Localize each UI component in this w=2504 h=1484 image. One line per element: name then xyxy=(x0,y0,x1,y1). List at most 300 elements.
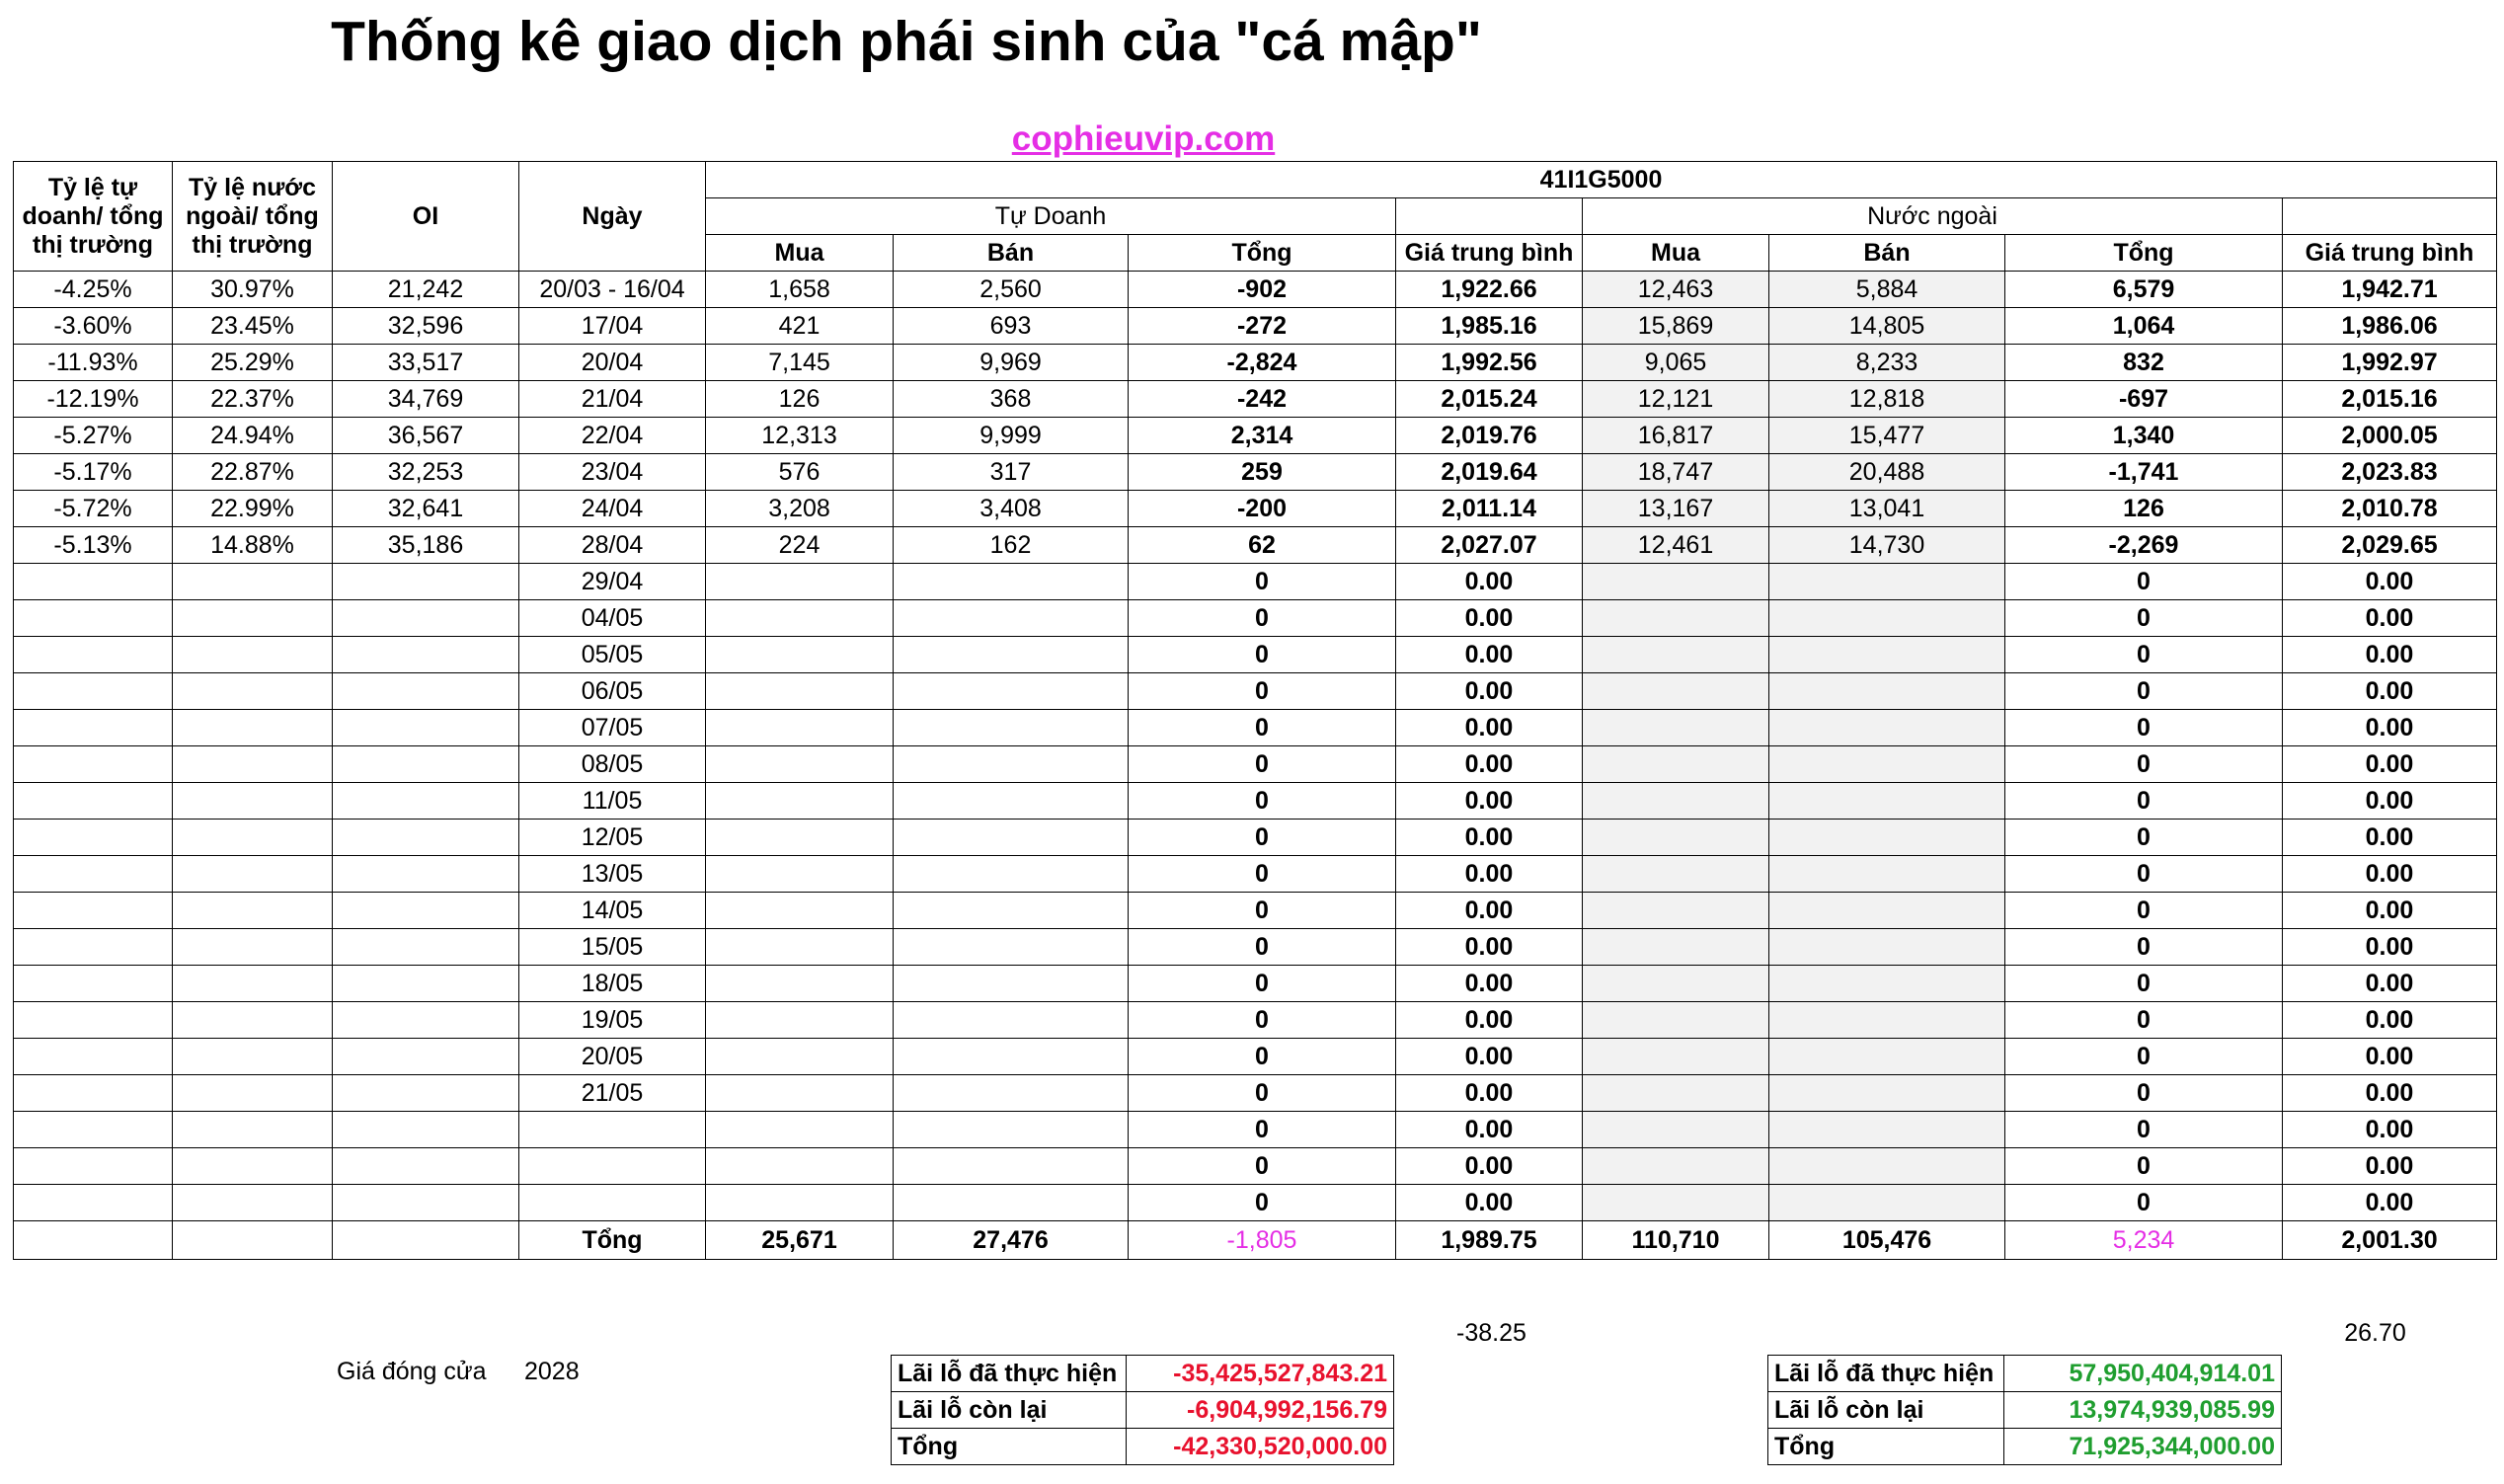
header-td-ratio: Tỷ lệ tự doanh/ tổng thị trường xyxy=(14,162,173,272)
pnl-td-total-label: Tổng xyxy=(892,1429,1127,1465)
cell-nn-ratio: 14.88% xyxy=(173,527,333,564)
cell-nn-avg: 0.00 xyxy=(2283,1002,2497,1039)
cell-td-sell xyxy=(894,600,1129,637)
cell-td-buy: 126 xyxy=(706,381,894,418)
cell-date: 12/05 xyxy=(519,820,706,856)
totals-nn-total: 5,234 xyxy=(2005,1221,2283,1260)
cell-td-ratio xyxy=(14,673,173,710)
cell-td-avg: 0.00 xyxy=(1396,1075,1583,1112)
cell-nn-total: 0 xyxy=(2005,893,2283,929)
cell-oi xyxy=(333,966,519,1002)
cell-td-ratio xyxy=(14,600,173,637)
cell-nn-buy: 12,121 xyxy=(1583,381,1769,418)
cell-nn-ratio xyxy=(173,1039,333,1075)
cell-date: 28/04 xyxy=(519,527,706,564)
cell-td-buy xyxy=(706,1112,894,1148)
cell-date: 23/04 xyxy=(519,454,706,491)
cell-oi xyxy=(333,820,519,856)
totals-label: Tổng xyxy=(519,1221,706,1260)
cell-oi xyxy=(333,1112,519,1148)
cell-nn-buy xyxy=(1583,1112,1769,1148)
cell-nn-avg: 0.00 xyxy=(2283,637,2497,673)
cell-oi xyxy=(333,1148,519,1185)
cell-date: 17/04 xyxy=(519,308,706,345)
cell-nn-avg: 0.00 xyxy=(2283,673,2497,710)
cell-td-ratio xyxy=(14,929,173,966)
cell-nn-buy xyxy=(1583,564,1769,600)
totals-td-total: -1,805 xyxy=(1129,1221,1396,1260)
cell-td-sell: 162 xyxy=(894,527,1129,564)
cell-date: 24/04 xyxy=(519,491,706,527)
cell-nn-ratio xyxy=(173,1185,333,1221)
cell-nn-sell xyxy=(1769,564,2005,600)
cell-nn-avg: 0.00 xyxy=(2283,1148,2497,1185)
table-row xyxy=(14,893,2497,929)
cell-nn-avg: 1,986.06 xyxy=(2283,308,2497,345)
cell-td-sell: 693 xyxy=(894,308,1129,345)
cell-nn-sell xyxy=(1769,929,2005,966)
totals-td-sell: 27,476 xyxy=(894,1221,1129,1260)
cell-nn-ratio: 22.99% xyxy=(173,491,333,527)
table-row xyxy=(14,454,2497,491)
cell-td-total: 0 xyxy=(1129,637,1396,673)
cell-nn-avg: 0.00 xyxy=(2283,856,2497,893)
cell-nn-avg: 0.00 xyxy=(2283,893,2497,929)
cell-td-ratio xyxy=(14,746,173,783)
header-nn-ratio: Tỷ lệ nước ngoài/ tổng thị trường xyxy=(173,162,333,272)
cell-td-total: 259 xyxy=(1129,454,1396,491)
table-row xyxy=(14,1002,2497,1039)
cell-td-total: 2,314 xyxy=(1129,418,1396,454)
cell-nn-avg: 2,000.05 xyxy=(2283,418,2497,454)
cell-date: 13/05 xyxy=(519,856,706,893)
cell-nn-total: 0 xyxy=(2005,1112,2283,1148)
table-row xyxy=(14,1185,2497,1221)
cell-td-buy xyxy=(706,1039,894,1075)
totals-nn-avg: 2,001.30 xyxy=(2283,1221,2497,1260)
table-row xyxy=(14,966,2497,1002)
cell-date: 11/05 xyxy=(519,783,706,820)
cell-nn-ratio xyxy=(173,929,333,966)
cell-nn-ratio: 24.94% xyxy=(173,418,333,454)
cell-td-sell: 3,408 xyxy=(894,491,1129,527)
cell-nn-buy xyxy=(1583,966,1769,1002)
cell-nn-total: 0 xyxy=(2005,856,2283,893)
cell-nn-total: 0 xyxy=(2005,966,2283,1002)
cell-td-ratio xyxy=(14,1002,173,1039)
cell-nn-buy: 12,463 xyxy=(1583,272,1769,308)
cell-td-total: -902 xyxy=(1129,272,1396,308)
cell-td-ratio xyxy=(14,637,173,673)
cell-td-buy xyxy=(706,1185,894,1221)
cell-td-buy xyxy=(706,564,894,600)
cell-td-avg: 1,992.56 xyxy=(1396,345,1583,381)
cell-nn-avg: 0.00 xyxy=(2283,1185,2497,1221)
cell-nn-total: 0 xyxy=(2005,820,2283,856)
cell-nn-avg: 0.00 xyxy=(2283,1075,2497,1112)
header-contract: 41I1G5000 xyxy=(706,162,2497,198)
totals-blank xyxy=(14,1221,173,1260)
totals-row xyxy=(14,1221,2497,1260)
cell-nn-buy: 12,461 xyxy=(1583,527,1769,564)
cell-date: 21/05 xyxy=(519,1075,706,1112)
cell-nn-sell xyxy=(1769,673,2005,710)
cell-oi xyxy=(333,600,519,637)
table-row xyxy=(14,1039,2497,1075)
cell-td-total: 0 xyxy=(1129,1185,1396,1221)
cell-td-buy xyxy=(706,1075,894,1112)
cell-date: 21/04 xyxy=(519,381,706,418)
header-td-avg: Giá trung bình xyxy=(1396,235,1583,272)
cell-td-sell xyxy=(894,1039,1129,1075)
cell-nn-sell: 13,041 xyxy=(1769,491,2005,527)
site-link[interactable]: cophieuvip.com xyxy=(1011,119,1276,158)
cell-oi xyxy=(333,1039,519,1075)
cell-nn-ratio xyxy=(173,710,333,746)
cell-td-ratio: -5.17% xyxy=(14,454,173,491)
cell-nn-total: -697 xyxy=(2005,381,2283,418)
totals-td-avg: 1,989.75 xyxy=(1396,1221,1583,1260)
cell-nn-sell xyxy=(1769,600,2005,637)
cell-td-buy: 1,658 xyxy=(706,272,894,308)
cell-oi: 32,641 xyxy=(333,491,519,527)
table-row xyxy=(14,673,2497,710)
totals-nn-buy: 110,710 xyxy=(1583,1221,1769,1260)
cell-td-buy: 421 xyxy=(706,308,894,345)
cell-nn-ratio xyxy=(173,1148,333,1185)
cell-td-buy xyxy=(706,929,894,966)
cell-nn-ratio xyxy=(173,893,333,929)
cell-nn-sell xyxy=(1769,1002,2005,1039)
cell-nn-ratio xyxy=(173,637,333,673)
cell-nn-total: 1,340 xyxy=(2005,418,2283,454)
cell-td-avg: 2,011.14 xyxy=(1396,491,1583,527)
cell-date: 18/05 xyxy=(519,966,706,1002)
cell-nn-avg: 0.00 xyxy=(2283,600,2497,637)
table-row xyxy=(14,600,2497,637)
cell-nn-avg: 0.00 xyxy=(2283,564,2497,600)
cell-nn-sell: 5,884 xyxy=(1769,272,2005,308)
table-row xyxy=(14,418,2497,454)
cell-td-total: -2,824 xyxy=(1129,345,1396,381)
cell-td-sell xyxy=(894,929,1129,966)
pnl-row xyxy=(1768,1392,2282,1429)
cell-td-sell xyxy=(894,1075,1129,1112)
table-row xyxy=(14,381,2497,418)
cell-nn-avg: 0.00 xyxy=(2283,966,2497,1002)
cell-td-avg: 0.00 xyxy=(1396,893,1583,929)
pnl-td-remaining-value: -6,904,992,156.79 xyxy=(1127,1392,1394,1429)
pnl-nn-realized-label: Lãi lỗ đã thực hiện xyxy=(1768,1356,2004,1392)
cell-oi: 21,242 xyxy=(333,272,519,308)
cell-nn-total: 0 xyxy=(2005,637,2283,673)
cell-td-ratio xyxy=(14,966,173,1002)
cell-date: 19/05 xyxy=(519,1002,706,1039)
cell-td-sell xyxy=(894,564,1129,600)
header-nn-total: Tổng xyxy=(2005,235,2283,272)
cell-nn-ratio: 22.87% xyxy=(173,454,333,491)
cell-td-buy xyxy=(706,637,894,673)
cell-oi: 36,567 xyxy=(333,418,519,454)
closing-price-value: 2028 xyxy=(524,1358,580,1385)
cell-td-avg: 0.00 xyxy=(1396,1185,1583,1221)
cell-td-avg: 0.00 xyxy=(1396,1002,1583,1039)
cell-oi xyxy=(333,637,519,673)
cell-td-total: 0 xyxy=(1129,820,1396,856)
cell-nn-ratio: 30.97% xyxy=(173,272,333,308)
cell-nn-total: 0 xyxy=(2005,1148,2283,1185)
header-date: Ngày xyxy=(519,162,706,272)
cell-td-avg: 2,027.07 xyxy=(1396,527,1583,564)
table-row xyxy=(14,856,2497,893)
cell-nn-buy: 13,167 xyxy=(1583,491,1769,527)
cell-nn-sell xyxy=(1769,966,2005,1002)
cell-td-sell xyxy=(894,710,1129,746)
cell-date xyxy=(519,1185,706,1221)
cell-td-avg: 0.00 xyxy=(1396,966,1583,1002)
totals-blank xyxy=(173,1221,333,1260)
table-row xyxy=(14,1075,2497,1112)
cell-nn-sell xyxy=(1769,1039,2005,1075)
cell-oi: 34,769 xyxy=(333,381,519,418)
cell-td-avg: 0.00 xyxy=(1396,746,1583,783)
cell-nn-ratio xyxy=(173,746,333,783)
cell-oi xyxy=(333,710,519,746)
cell-oi: 32,253 xyxy=(333,454,519,491)
cell-td-sell: 9,969 xyxy=(894,345,1129,381)
cell-td-buy xyxy=(706,1002,894,1039)
cell-td-total: -200 xyxy=(1129,491,1396,527)
header-td-sell: Bán xyxy=(894,235,1129,272)
cell-nn-avg: 1,942.71 xyxy=(2283,272,2497,308)
cell-nn-sell: 20,488 xyxy=(1769,454,2005,491)
cell-td-total: 0 xyxy=(1129,783,1396,820)
cell-td-buy xyxy=(706,673,894,710)
cell-nn-total: 0 xyxy=(2005,783,2283,820)
cell-date: 05/05 xyxy=(519,637,706,673)
derivatives-stats-table xyxy=(13,161,2497,1260)
cell-nn-total: 0 xyxy=(2005,564,2283,600)
cell-td-avg: 0.00 xyxy=(1396,710,1583,746)
cell-nn-sell xyxy=(1769,820,2005,856)
cell-td-buy: 576 xyxy=(706,454,894,491)
cell-td-avg: 0.00 xyxy=(1396,564,1583,600)
cell-oi: 33,517 xyxy=(333,345,519,381)
cell-nn-avg: 0.00 xyxy=(2283,710,2497,746)
pnl-row xyxy=(892,1392,1394,1429)
cell-nn-sell: 14,805 xyxy=(1769,308,2005,345)
cell-td-avg: 2,019.76 xyxy=(1396,418,1583,454)
cell-nn-sell xyxy=(1769,856,2005,893)
cell-nn-sell: 15,477 xyxy=(1769,418,2005,454)
cell-td-avg: 0.00 xyxy=(1396,673,1583,710)
table-row xyxy=(14,929,2497,966)
cell-td-avg: 0.00 xyxy=(1396,637,1583,673)
table-row xyxy=(14,1148,2497,1185)
cell-oi xyxy=(333,673,519,710)
cell-nn-ratio xyxy=(173,1075,333,1112)
cell-nn-total: 0 xyxy=(2005,673,2283,710)
cell-td-avg: 0.00 xyxy=(1396,600,1583,637)
cell-td-total: 0 xyxy=(1129,966,1396,1002)
cell-td-total: 0 xyxy=(1129,1075,1396,1112)
cell-td-ratio xyxy=(14,1075,173,1112)
cell-nn-sell xyxy=(1769,1185,2005,1221)
cell-date: 20/05 xyxy=(519,1039,706,1075)
table-row xyxy=(14,491,2497,527)
cell-td-ratio xyxy=(14,710,173,746)
cell-date: 07/05 xyxy=(519,710,706,746)
cell-nn-ratio xyxy=(173,1002,333,1039)
cell-nn-ratio xyxy=(173,564,333,600)
cell-td-total: 0 xyxy=(1129,1039,1396,1075)
cell-nn-buy xyxy=(1583,783,1769,820)
cell-nn-avg: 0.00 xyxy=(2283,1039,2497,1075)
table-row xyxy=(14,272,2497,308)
cell-nn-sell xyxy=(1769,710,2005,746)
cell-nn-ratio xyxy=(173,783,333,820)
cell-td-total: 0 xyxy=(1129,929,1396,966)
cell-nn-ratio xyxy=(173,856,333,893)
table-row xyxy=(14,345,2497,381)
cell-td-ratio xyxy=(14,783,173,820)
cell-nn-buy xyxy=(1583,893,1769,929)
cell-nn-buy xyxy=(1583,1148,1769,1185)
cell-td-avg: 1,922.66 xyxy=(1396,272,1583,308)
cell-td-ratio: -4.25% xyxy=(14,272,173,308)
cell-td-total: 0 xyxy=(1129,856,1396,893)
cell-nn-total: 832 xyxy=(2005,345,2283,381)
cell-td-buy: 224 xyxy=(706,527,894,564)
pnl-nn-total-value: 71,925,344,000.00 xyxy=(2004,1429,2282,1465)
cell-td-total: 62 xyxy=(1129,527,1396,564)
header-nuoc-ngoai: Nước ngoài xyxy=(1583,198,2283,235)
cell-nn-total: 1,064 xyxy=(2005,308,2283,345)
cell-td-ratio xyxy=(14,856,173,893)
cell-td-buy xyxy=(706,600,894,637)
header-td-buy: Mua xyxy=(706,235,894,272)
table-body xyxy=(14,272,2497,1221)
cell-td-buy xyxy=(706,820,894,856)
cell-nn-buy: 18,747 xyxy=(1583,454,1769,491)
cell-td-total: 0 xyxy=(1129,710,1396,746)
cell-oi: 32,596 xyxy=(333,308,519,345)
cell-td-buy: 7,145 xyxy=(706,345,894,381)
cell-td-avg: 2,015.24 xyxy=(1396,381,1583,418)
pnl-row xyxy=(1768,1356,2282,1392)
cell-date: 20/04 xyxy=(519,345,706,381)
table-row xyxy=(14,783,2497,820)
cell-nn-avg: 2,010.78 xyxy=(2283,491,2497,527)
cell-nn-buy xyxy=(1583,1002,1769,1039)
cell-nn-avg: 2,023.83 xyxy=(2283,454,2497,491)
header-blank-2 xyxy=(2283,198,2497,235)
cell-nn-total: 0 xyxy=(2005,1039,2283,1075)
pnl-nn-remaining-value: 13,974,939,085.99 xyxy=(2004,1392,2282,1429)
cell-td-ratio xyxy=(14,1148,173,1185)
cell-td-ratio xyxy=(14,820,173,856)
cell-td-buy xyxy=(706,710,894,746)
cell-td-buy: 12,313 xyxy=(706,418,894,454)
cell-nn-buy xyxy=(1583,673,1769,710)
cell-date: 29/04 xyxy=(519,564,706,600)
pnl-row xyxy=(892,1429,1394,1465)
cell-nn-total: 0 xyxy=(2005,929,2283,966)
cell-td-avg: 0.00 xyxy=(1396,929,1583,966)
cell-td-avg: 1,985.16 xyxy=(1396,308,1583,345)
cell-td-buy xyxy=(706,893,894,929)
cell-td-sell xyxy=(894,966,1129,1002)
totals-nn-sell: 105,476 xyxy=(1769,1221,2005,1260)
cell-nn-ratio xyxy=(173,966,333,1002)
cell-nn-total: 0 xyxy=(2005,746,2283,783)
cell-td-sell xyxy=(894,1148,1129,1185)
cell-nn-ratio xyxy=(173,600,333,637)
cell-td-ratio: -5.72% xyxy=(14,491,173,527)
cell-td-ratio xyxy=(14,1112,173,1148)
nn-avg-diff: 26.70 xyxy=(2344,1319,2406,1347)
cell-nn-sell xyxy=(1769,783,2005,820)
cell-td-buy xyxy=(706,746,894,783)
cell-td-sell xyxy=(894,856,1129,893)
cell-nn-sell xyxy=(1769,1075,2005,1112)
cell-td-sell xyxy=(894,1002,1129,1039)
cell-td-buy xyxy=(706,966,894,1002)
cell-nn-total: 0 xyxy=(2005,1075,2283,1112)
cell-td-avg: 0.00 xyxy=(1396,783,1583,820)
cell-oi: 35,186 xyxy=(333,527,519,564)
cell-nn-buy: 16,817 xyxy=(1583,418,1769,454)
cell-nn-buy xyxy=(1583,820,1769,856)
cell-td-avg: 2,019.64 xyxy=(1396,454,1583,491)
header-blank-1 xyxy=(1396,198,1583,235)
cell-td-avg: 0.00 xyxy=(1396,1112,1583,1148)
cell-td-sell: 2,560 xyxy=(894,272,1129,308)
table-row xyxy=(14,637,2497,673)
cell-td-ratio xyxy=(14,1039,173,1075)
pnl-td-total-value: -42,330,520,000.00 xyxy=(1127,1429,1394,1465)
table-row xyxy=(14,820,2497,856)
cell-oi xyxy=(333,564,519,600)
cell-td-ratio: -5.13% xyxy=(14,527,173,564)
cell-nn-buy: 15,869 xyxy=(1583,308,1769,345)
cell-td-avg: 0.00 xyxy=(1396,1039,1583,1075)
pnl-row xyxy=(892,1356,1394,1392)
cell-date: 08/05 xyxy=(519,746,706,783)
cell-nn-sell xyxy=(1769,893,2005,929)
cell-nn-total: -1,741 xyxy=(2005,454,2283,491)
cell-oi xyxy=(333,1002,519,1039)
cell-nn-total: -2,269 xyxy=(2005,527,2283,564)
table-row xyxy=(14,527,2497,564)
cell-date: 20/03 - 16/04 xyxy=(519,272,706,308)
cell-oi xyxy=(333,1185,519,1221)
header-oi: OI xyxy=(333,162,519,272)
cell-nn-buy xyxy=(1583,856,1769,893)
cell-td-total: -242 xyxy=(1129,381,1396,418)
table-row xyxy=(14,710,2497,746)
cell-td-ratio xyxy=(14,564,173,600)
table-row xyxy=(14,1112,2497,1148)
cell-td-total: -272 xyxy=(1129,308,1396,345)
cell-oi xyxy=(333,1075,519,1112)
cell-oi xyxy=(333,783,519,820)
cell-nn-total: 0 xyxy=(2005,1002,2283,1039)
cell-td-total: 0 xyxy=(1129,746,1396,783)
cell-nn-sell xyxy=(1769,1148,2005,1185)
cell-nn-total: 126 xyxy=(2005,491,2283,527)
cell-td-avg: 0.00 xyxy=(1396,856,1583,893)
